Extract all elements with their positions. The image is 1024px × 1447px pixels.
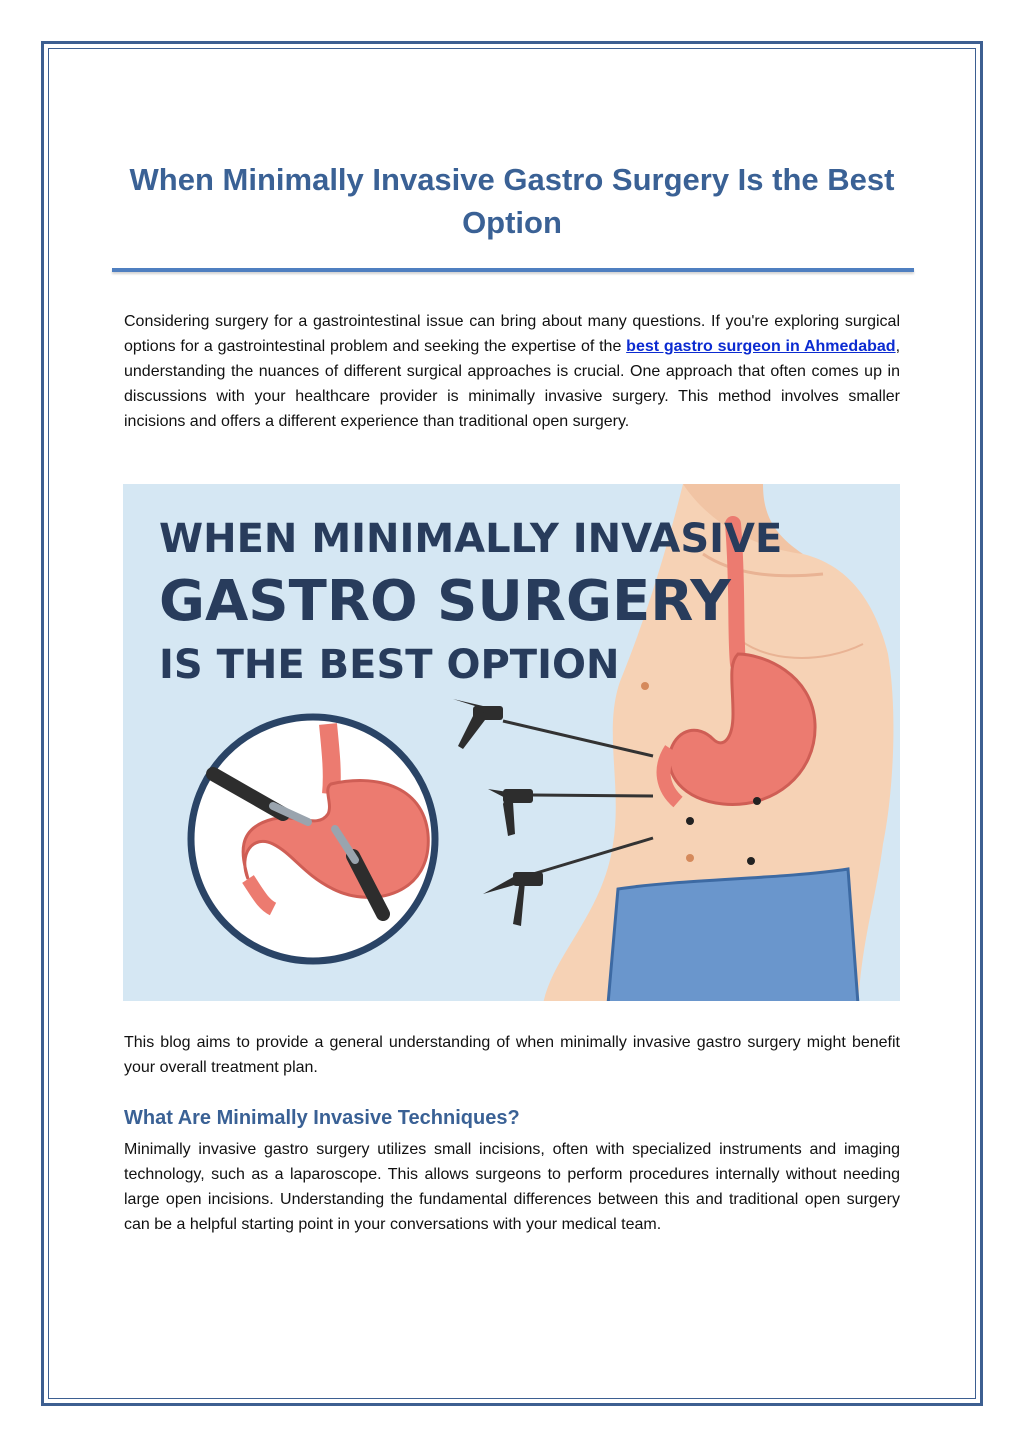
figure-title-line-3: IS THE BEST OPTION — [159, 642, 620, 688]
section-body: Minimally invasive gastro surgery utilizes small incisions, often with specialized instruments and imaging technology, such as a laparoscope. This allows surgeons to perform procedures internally without needing large open incisions. Understanding the fundamental differences between this and traditional open surgery can be a helpful starting point in your conversations with your medical team. — [124, 1141, 900, 1233]
incision-dot — [753, 797, 761, 805]
figure-title-line-2: GASTRO SURGERY — [159, 569, 731, 634]
intro-paragraph — [124, 309, 900, 434]
blog-purpose-paragraph: This blog aims to provide a general understanding of when minimally invasive gastro surgery might benefit your overall treatment plan. — [124, 1034, 900, 1076]
figure-title-line-1: WHEN MINIMALLY INVASIVE — [159, 516, 783, 562]
incision-dot — [686, 854, 694, 862]
intro-text-after-link: , understanding the nuances of different surgical approaches is crucial. One approach that often comes up in discussions with your healthcare provider is minimally invasive surgery. This method involves smaller incisions and offers a different experience than traditional open surgery. — [124, 338, 901, 430]
incision-dot — [747, 857, 755, 865]
incision-dot — [641, 682, 649, 690]
section-heading: What Are Minimally Invasive Techniques? — [124, 1107, 520, 1129]
incision-dot — [686, 817, 694, 825]
intro-text-before-link: Considering surgery for a gastrointestinal issue can bring about many questions. If you're exploring surgical options for a gastrointestinal problem and seeking the expertise of the — [124, 313, 900, 355]
gastro-surgeon-link[interactable]: best gastro surgeon in Ahmedabad — [626, 338, 896, 355]
document-title: When Minimally Invasive Gastro Surgery Is the Best Option — [129, 162, 895, 240]
title-divider — [112, 268, 914, 272]
instrument-handles — [453, 699, 543, 926]
surgery-illustration — [123, 484, 900, 1001]
trousers — [608, 869, 858, 1001]
